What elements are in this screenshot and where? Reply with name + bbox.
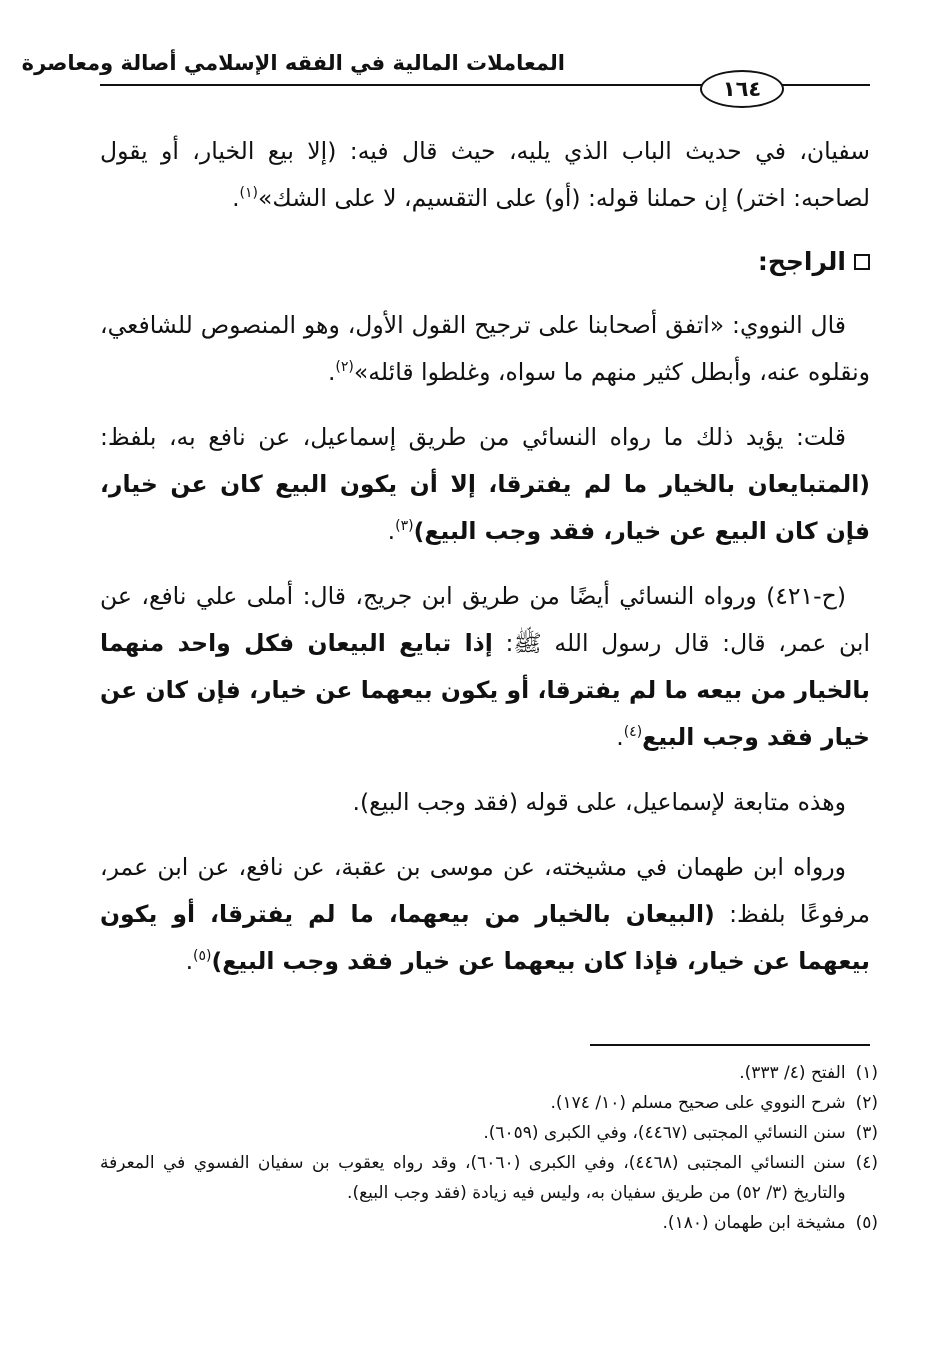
paragraph-text: ورواه ابن طهمان في مشيخته، عن موسى بن عقبة، عن نافع، عن ابن عمر، مرفوعًا بلفظ: [100,853,870,928]
main-text [100,128,870,1003]
page-number: ١٦٤ [700,70,784,108]
paragraph-2 [100,302,870,396]
square-bullet-icon [854,254,870,270]
footnote-ref: (١) [239,185,259,202]
paragraph-text: وهذه متابعة لإسماعيل، على قوله (فقد وجب البيع). [352,788,846,816]
paragraph-text: سفيان، في حديث الباب الذي يليه، حيث قال فيه: (إلا بيع الخيار، أو يقول لصاحبه: اختر) إن حملنا قوله: (أو) على التقسيم، لا على الشك» [100,137,870,212]
footnote [100,1148,878,1208]
running-header-title: المعاملات المالية في الفقه الإسلامي أصالة ومعاصرة [21,51,565,75]
paragraph-4 [100,573,870,761]
section-heading [100,240,870,284]
paragraph-end: . [327,358,336,386]
footnotes [100,1058,878,1238]
footnote-number: (١) [855,1063,878,1083]
paragraph-3 [100,414,870,555]
footnote-text: شرح النووي على صحيح مسلم (١٠/ ١٧٤). [550,1093,846,1113]
footnote-ref: (٥) [193,948,212,965]
footnote-number: (٣) [855,1123,878,1143]
footnote [100,1058,878,1088]
paragraph-text: قلت: يؤيد ذلك ما رواه النسائي من طريق إسماعيل، عن نافع به، بلفظ: [100,423,846,451]
hadith-text: إذا تبايع البيعان فكل واحد منهما بالخيار من بيعه ما لم يفترقا، أو يكون بيعهما عن خيار، فإن كان عن خيار فقد وجب البيع [100,629,870,751]
paragraph-1 [100,128,870,222]
footnote-rule [590,1044,870,1046]
footnote-ref: (٢) [335,359,354,376]
paragraph-5 [100,779,870,826]
footnote-ref: (٣) [395,518,414,535]
footnote-text: سنن النسائي المجتبى (٤٤٦٨)، وفي الكبرى (٦٠٦٠)، وقد رواه يعقوب بن سفيان الفسوي في المعرفة والتاريخ (٣/ ٥٢) من طريق سفيان به، وليس فيه زيادة (فقد وجب البيع). [100,1153,846,1203]
paragraph-end: . [387,517,396,545]
paragraph-text: قال النووي: «اتفق أصحابنا على ترجيح القول الأول، وهو المنصوص للشافعي، ونقلوه عنه، وأبطل كثير منهم ما سواه، وغلطوا قائله» [100,311,870,386]
paragraph-end: . [232,184,240,212]
section-heading-label: الراجح: [757,247,846,276]
footnote [100,1118,878,1148]
hadith-text: (البيعان بالخيار من بيعهما، ما لم يفترقا، أو يكون بيعهما عن خيار، فإذا كان بيعهما عن خيار فقد وجب البيع) [100,900,870,975]
footnote-text: مشيخة ابن طهمان (١٨٠). [662,1213,846,1233]
footnote-number: (٢) [855,1093,878,1113]
footnote-text: الفتح (٤/ ٣٣٣). [739,1063,846,1083]
hadith-text: (المتبايعان بالخيار ما لم يفترقا، إلا أن يكون البيع كان عن خيار، فإن كان البيع عن خيار، فقد وجب البيع) [100,470,870,545]
footnote [100,1208,878,1238]
footnote [100,1088,878,1118]
footnote-text: سنن النسائي المجتبى (٤٤٦٧)، وفي الكبرى (٦٠٥٩). [483,1123,846,1143]
footnote-number: (٥) [855,1213,878,1233]
footnote-ref: (٤) [623,724,643,741]
paragraph-text: (ح-٤٢١) ورواه النسائي أيضًا من طريق ابن جريج، قال: أملى علي نافع، عن ابن عمر، قال: قال رسول الله ﷺ: [100,582,870,657]
paragraph-6 [100,844,870,985]
paragraph-end: . [185,947,194,975]
footnote-number: (٤) [855,1153,878,1173]
paragraph-end: . [616,723,624,751]
